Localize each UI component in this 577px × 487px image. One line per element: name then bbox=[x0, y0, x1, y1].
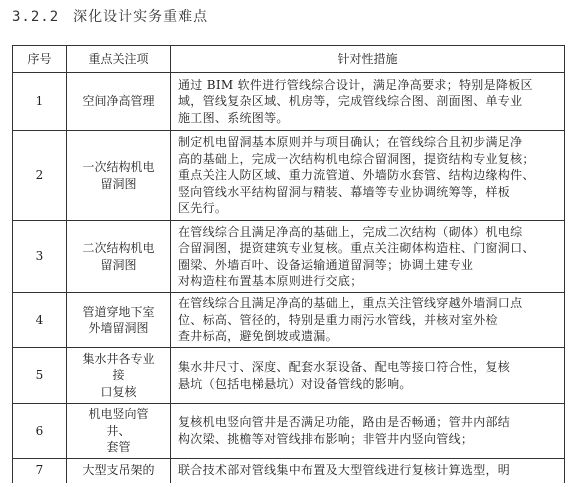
focus-item-line: 外墙留洞图 bbox=[88, 321, 149, 335]
focus-item bbox=[67, 73, 171, 131]
table-row bbox=[13, 131, 565, 221]
focus-item bbox=[67, 131, 171, 221]
measure-line: 集水井尺寸、深度、配套水泵设备、配电等接口符合性，复核 bbox=[178, 360, 511, 374]
focus-item-line: 大型支吊架的 bbox=[82, 463, 155, 478]
measure-text bbox=[171, 348, 565, 404]
measure-line: 位、标高、管径的，特别是重力雨污水管线，并核对室外检 bbox=[178, 312, 498, 327]
measure-line: 对构造柱布置基本原则进行交底； bbox=[178, 274, 363, 288]
focus-item-line: 管道穿地下室 bbox=[82, 304, 155, 319]
measure-line: 在管线综合且满足净高的基础上，完成二次结构（砌体）机电综 bbox=[178, 224, 523, 239]
table-header-row bbox=[13, 46, 565, 73]
focus-item bbox=[67, 458, 171, 483]
focus-item-line: 留洞图 bbox=[100, 176, 137, 191]
focus-item-line: 一次结构机电 bbox=[82, 160, 155, 174]
table-row bbox=[13, 458, 565, 483]
measure-line: 区先行。 bbox=[178, 201, 228, 216]
measure-line: 制定机电留洞基本原则并与项目确认；在管线综合且初步满足净 bbox=[178, 135, 523, 150]
table-row bbox=[13, 293, 565, 348]
measure-text bbox=[171, 293, 565, 348]
row-number: 2 bbox=[13, 131, 67, 221]
header-seq: 序号 bbox=[13, 46, 67, 73]
measure-line: 在管线综合且满足净高的基础上，重点关注管线穿越外墙洞口点 bbox=[178, 296, 523, 311]
row-number: 3 bbox=[13, 221, 67, 293]
measure-line: 合留洞图，提资建筑专业复核。重点关注砌体构造柱、门窗洞口、 bbox=[178, 241, 535, 255]
header-measures: 针对性措施 bbox=[171, 46, 565, 73]
focus-item-line: 空间净高管理 bbox=[82, 94, 155, 109]
measure-line: 悬坑（包括电梯悬坑）对设备管线的影响。 bbox=[178, 376, 412, 391]
row-number: 7 bbox=[13, 458, 67, 483]
measure-line: 复核机电竖向管井是否满足功能，路由是否畅通；管井内部结 bbox=[178, 415, 511, 430]
measure-line: 施工图、系统图等。 bbox=[178, 110, 289, 125]
measure-text bbox=[171, 73, 565, 131]
focus-item bbox=[67, 293, 171, 348]
measure-line: 圈梁、外墙百叶、设备运输通道留洞等；协调土建专业 bbox=[178, 257, 474, 272]
focus-item-line: 留洞图 bbox=[100, 257, 137, 272]
measure-text bbox=[171, 221, 565, 293]
row-number: 1 bbox=[13, 73, 67, 131]
focus-item-line: 二次结构机电 bbox=[82, 241, 155, 255]
row-number: 5 bbox=[13, 348, 67, 404]
section-title: 深化设计实务重难点 bbox=[73, 9, 209, 25]
measure-line: 高的基础上，完成一次结构机电综合留洞图，提资结构专业复核； bbox=[178, 151, 535, 166]
measure-text bbox=[171, 404, 565, 459]
table-row bbox=[13, 404, 565, 459]
row-number: 4 bbox=[13, 293, 67, 348]
focus-item-line: 井、 bbox=[106, 423, 131, 438]
focus-item bbox=[67, 221, 171, 293]
measure-line: 联合技术部对管线集中布置及大型管线进行复核计算选型，明 bbox=[178, 463, 511, 478]
table-row bbox=[13, 348, 565, 404]
measure-line: 域，管线复杂区域、机房等，完成管线综合图、剖面图、单专业 bbox=[178, 94, 523, 109]
measure-line: 重点关注人防区域、重力流管道、外墙防水套管、结构边缘构件、 bbox=[178, 168, 535, 183]
measure-line: 构次梁、挑檐等对管线排布影响；非管井内竖向管线； bbox=[178, 431, 474, 446]
focus-item bbox=[67, 348, 171, 404]
focus-item-line: 套管 bbox=[106, 440, 131, 454]
focus-item-line: 机电竖向管 bbox=[88, 407, 149, 421]
section-heading bbox=[12, 6, 208, 26]
focus-item-line: 接 bbox=[112, 368, 125, 383]
measure-line: 竖向管线水平结构留洞与精装、幕墙等专业协调统筹等，样板 bbox=[178, 184, 511, 199]
measures-table bbox=[12, 45, 565, 483]
measure-text bbox=[171, 131, 565, 221]
table-row bbox=[13, 221, 565, 293]
table-row bbox=[13, 73, 565, 131]
measure-line: 查井标高，避免倒坡或遗漏。 bbox=[178, 329, 338, 344]
section-number: 3.2.2 bbox=[12, 9, 60, 25]
focus-item bbox=[67, 404, 171, 459]
focus-item-line: 口复核 bbox=[100, 384, 137, 399]
measure-text bbox=[171, 458, 565, 483]
focus-item-line: 集水井各专业 bbox=[82, 351, 155, 366]
measure-line: 通过 BIM 软件进行管线综合设计，满足净高要求；特别是降板区 bbox=[178, 77, 533, 92]
row-number: 6 bbox=[13, 404, 67, 459]
header-focus-item: 重点关注项 bbox=[67, 46, 171, 73]
